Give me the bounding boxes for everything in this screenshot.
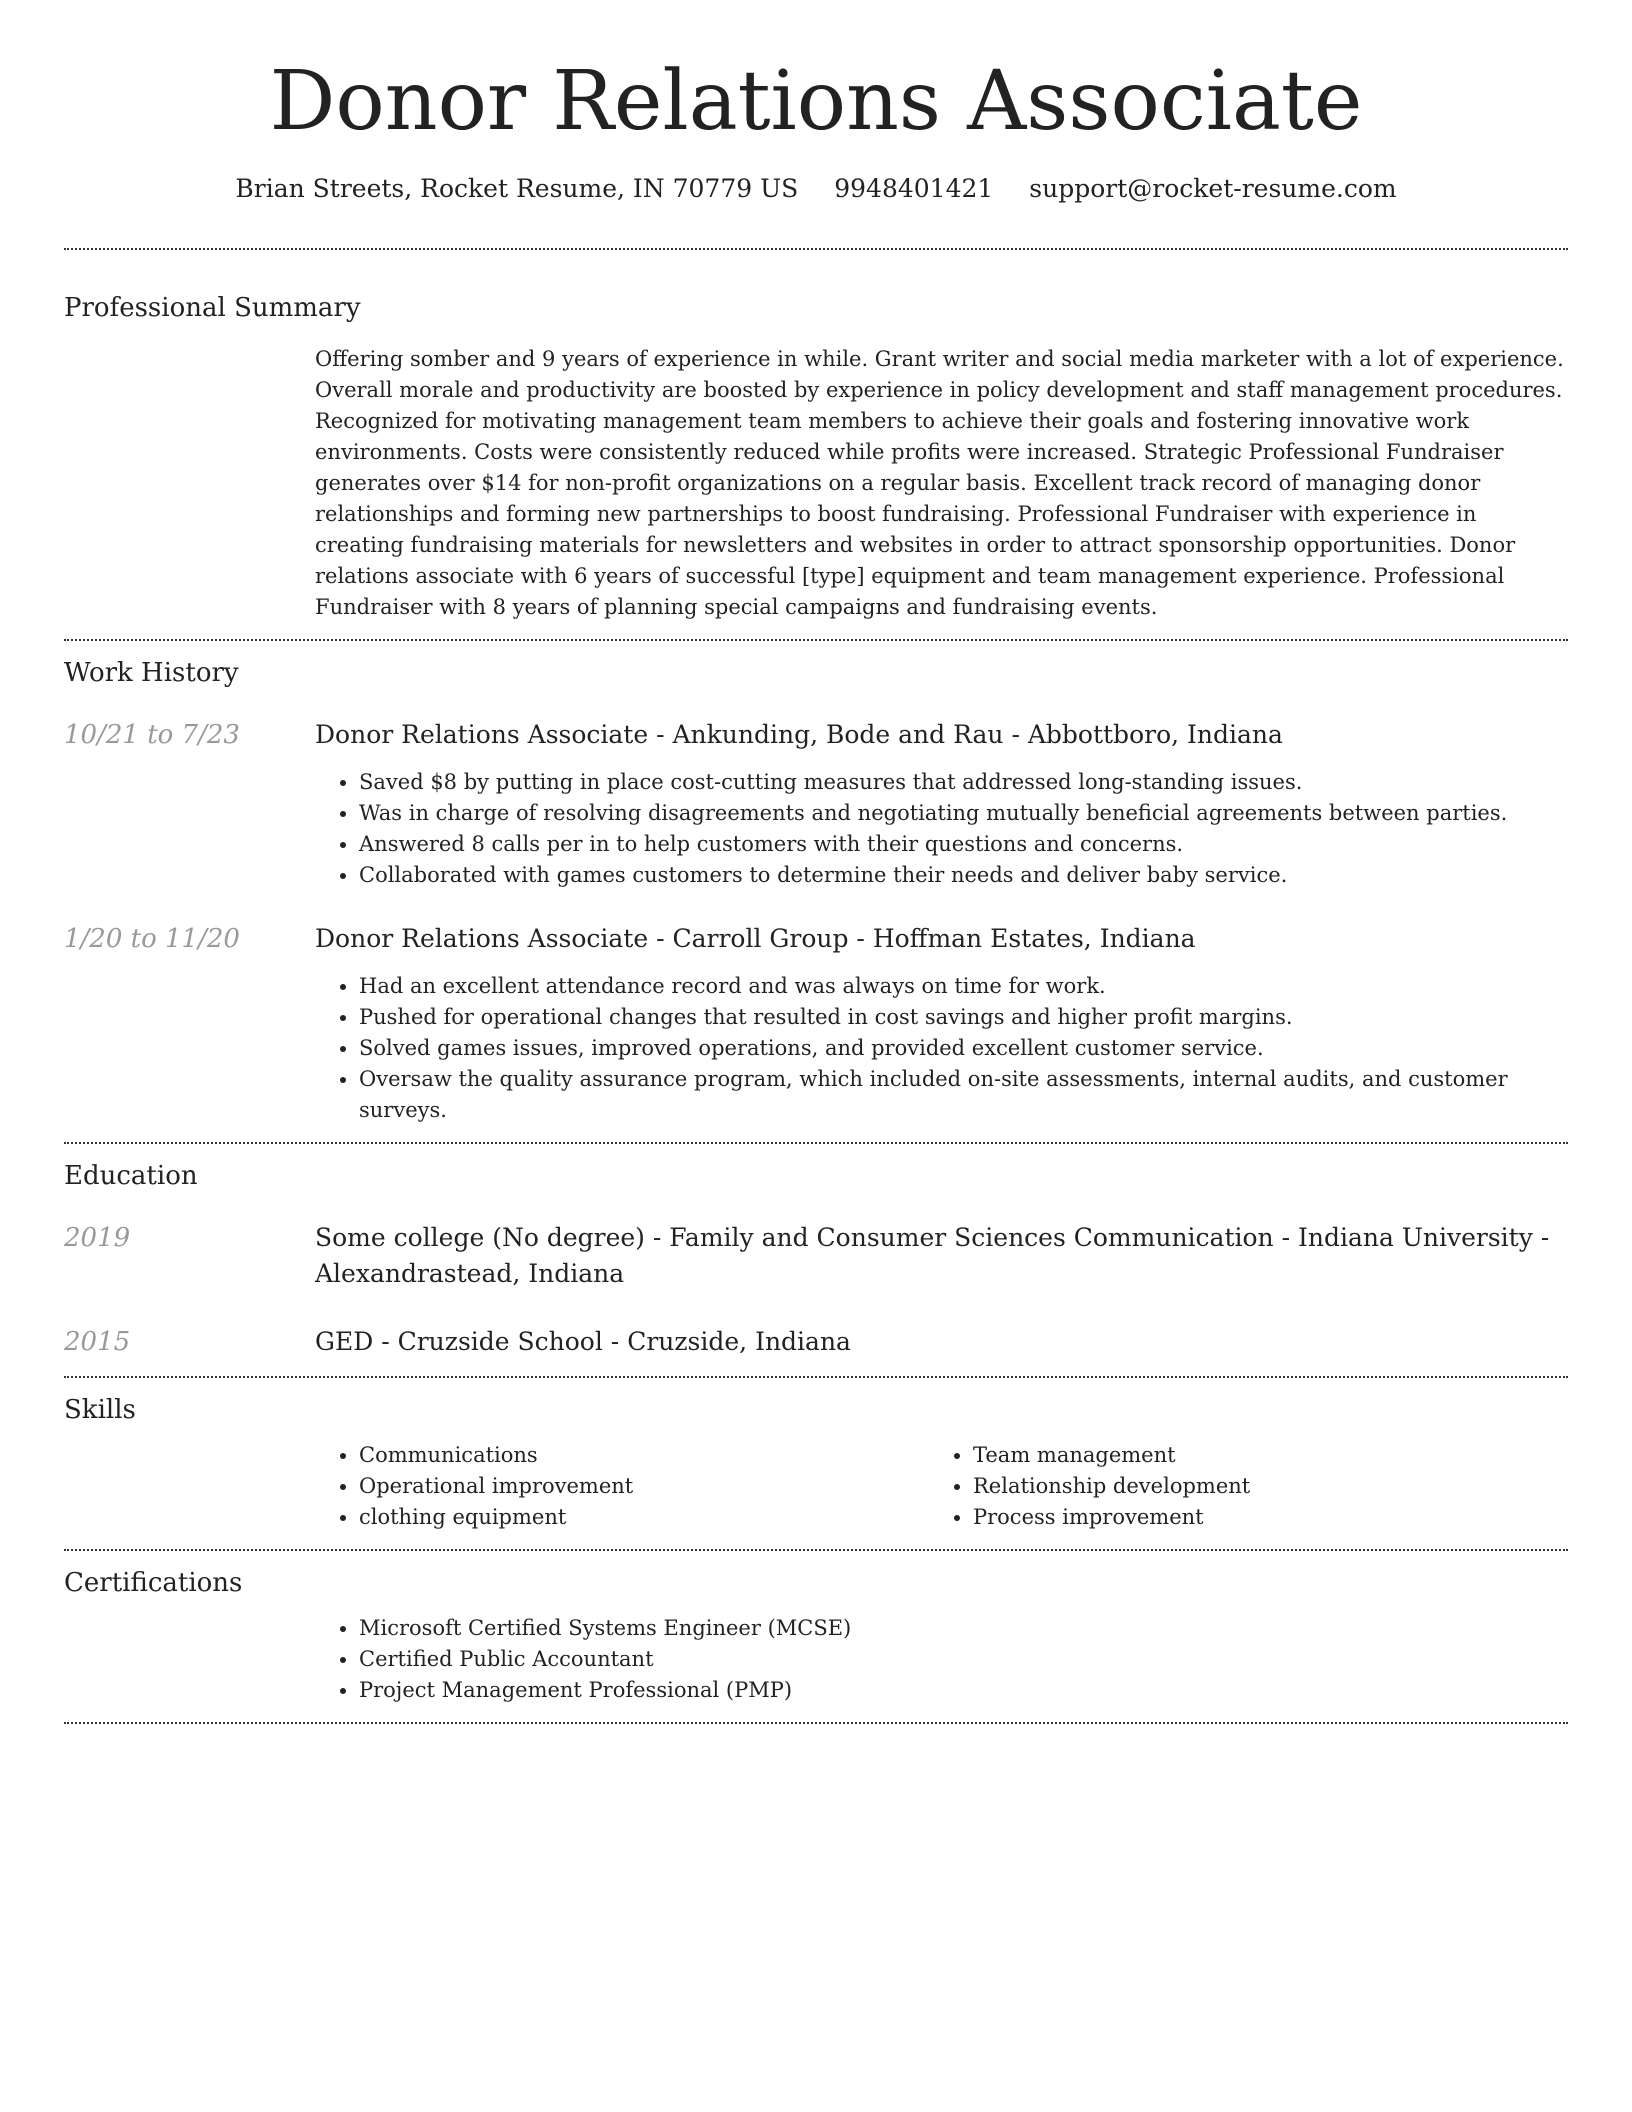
resume-title: Donor Relations Associate — [269, 54, 1363, 149]
contact-phone: 9948401421 — [834, 174, 994, 203]
education-year: 2015 — [64, 1327, 131, 1357]
skill-item: • Operational improvement — [359, 1471, 929, 1502]
skill-item: • Relationship development — [973, 1471, 1543, 1502]
skills-section — [64, 1378, 1568, 1549]
job-entry — [64, 717, 1568, 891]
job-title: Donor Relations Associate - Ankunding, Bode and Rau - Abbottboro, Indiana — [315, 720, 1283, 749]
summary-heading: Professional Summary — [64, 293, 361, 323]
education-year: 2019 — [64, 1223, 131, 1253]
contact-email: support@rocket-resume.com — [1029, 174, 1397, 203]
contact-line — [64, 172, 1568, 206]
section-divider — [64, 1722, 1568, 1724]
education-details: Some college (No degree) - Family and Consumer Sciences Communication - Indiana University - Alexandrastead, Indiana — [315, 1223, 1550, 1288]
certifications-heading: Certifications — [64, 1568, 243, 1598]
skill-item: • Communications — [359, 1440, 929, 1471]
job-details — [315, 921, 1568, 1126]
skills-list-left — [315, 1440, 929, 1533]
job-bullets — [315, 767, 1568, 891]
job-dates: 10/21 to 7/23 — [64, 720, 240, 750]
work-history-heading: Work History — [64, 658, 239, 688]
skills-grid — [315, 1440, 1568, 1533]
summary-text: Offering somber and 9 years of experience in while. Grant writer and social media marketer with a lot of experience. Overall morale and productivity are boosted by experience in policy development and staff management procedures. Recognized for motivating management team members to achieve their goals and fostering innovative work environments. Costs were consistently reduced while profits were increased. Strategic Professional Fundraiser generates over $14 for non-profit organizations on a regular basis. Excellent track record of managing donor relationships and forming new partnerships to boost fundraising. Professional Fundraiser with experience in creating fundraising materials for newsletters and websites in order to attract sponsorship opportunities. Donor relations associate with 6 years of successful [type] equipment and team management experience. Professional Fundraiser with 8 years of planning special campaigns and fundraising events. — [315, 347, 1564, 619]
education-details: GED - Cruzside School - Cruzside, Indiana — [315, 1327, 851, 1356]
skill-item: • Process improvement — [973, 1502, 1543, 1533]
skill-item: • Team management — [973, 1440, 1543, 1471]
work-history-section — [64, 641, 1568, 1142]
job-details — [315, 717, 1568, 891]
certification-item: • Microsoft Certified Systems Engineer (MCSE) — [359, 1613, 1568, 1644]
job-dates: 1/20 to 11/20 — [64, 924, 240, 954]
summary-section — [64, 250, 1568, 639]
certification-item: • Project Management Professional (PMP) — [359, 1675, 1568, 1706]
job-bullet: • Saved $8 by putting in place cost-cutting measures that addressed long-standing issues. — [359, 767, 1568, 798]
education-heading: Education — [64, 1161, 198, 1191]
job-bullet: • Collaborated with games customers to determine their needs and deliver baby service. — [359, 860, 1568, 891]
skills-list-right — [929, 1440, 1543, 1533]
education-entry — [64, 1324, 1568, 1360]
job-bullets — [315, 971, 1568, 1126]
job-bullet: • Was in charge of resolving disagreements and negotiating mutually beneficial agreements between parties. — [359, 798, 1568, 829]
contact-address: Brian Streets, Rocket Resume, IN 70779 US — [235, 174, 799, 203]
skills-heading: Skills — [64, 1395, 136, 1425]
resume-header — [64, 0, 1568, 206]
job-title: Donor Relations Associate - Carroll Group - Hoffman Estates, Indiana — [315, 924, 1196, 953]
job-bullet: • Had an excellent attendance record and was always on time for work. — [359, 971, 1568, 1002]
job-entry — [64, 921, 1568, 1126]
education-entry — [64, 1220, 1568, 1292]
skill-item: • clothing equipment — [359, 1502, 929, 1533]
certifications-list — [315, 1613, 1568, 1706]
job-bullet: • Solved games issues, improved operations, and provided excellent customer service. — [359, 1033, 1568, 1064]
certification-item: • Certified Public Accountant — [359, 1644, 1568, 1675]
job-bullet: • Answered 8 calls per in to help customers with their questions and concerns. — [359, 829, 1568, 860]
certifications-section — [64, 1551, 1568, 1722]
summary-body — [64, 326, 1568, 639]
job-bullet: • Oversaw the quality assurance program, which included on-site assessments, internal audits, and customer surveys. — [359, 1064, 1568, 1126]
job-bullet: • Pushed for operational changes that resulted in cost savings and higher profit margins. — [359, 1002, 1568, 1033]
certifications-items — [315, 1613, 1568, 1706]
education-section — [64, 1144, 1568, 1376]
